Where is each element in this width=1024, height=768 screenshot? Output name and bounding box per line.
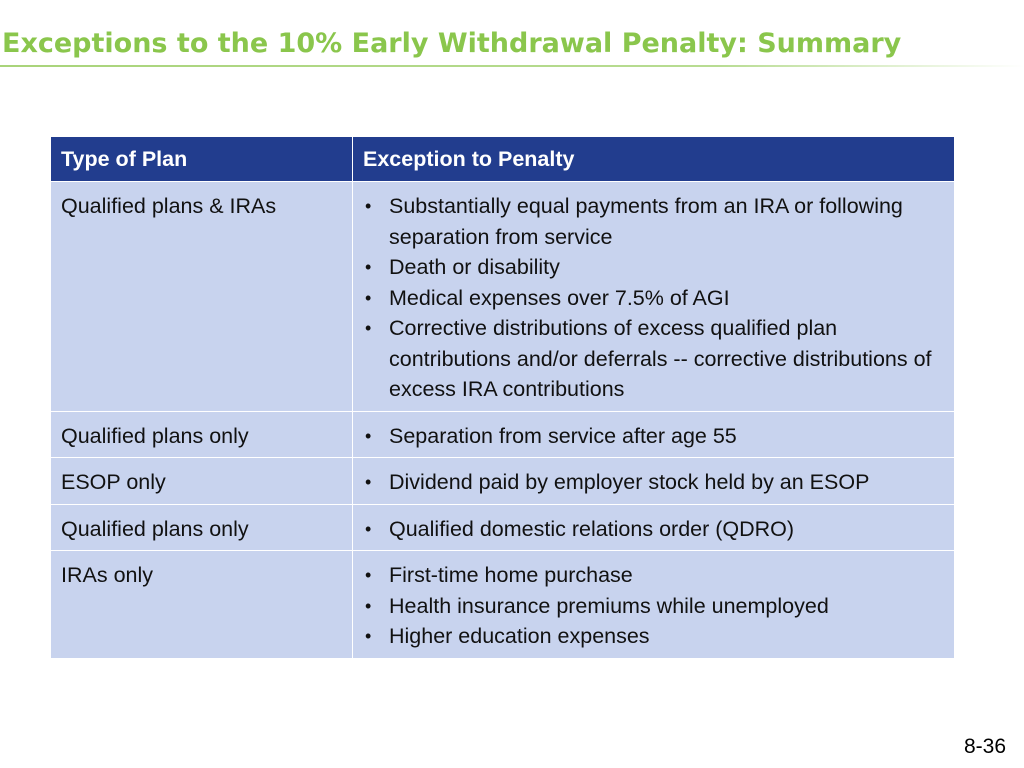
plan-type-cell: Qualified plans only (51, 504, 353, 551)
exception-text: Dividend paid by employer stock held by an ESOP (389, 470, 870, 494)
exception-cell (353, 458, 955, 505)
plan-type-cell: ESOP only (51, 458, 353, 505)
header-type-of-plan: Type of Plan (51, 137, 353, 182)
exception-cell (353, 504, 955, 551)
exception-text: First-time home purchase (389, 563, 633, 587)
table-row (51, 182, 954, 412)
exception-item (363, 591, 944, 622)
page-number: 8-36 (963, 735, 1006, 758)
slide-title: Exceptions to the 10% Early Withdrawal Penalty: Summary (2, 28, 902, 59)
table-row (51, 411, 954, 458)
exception-item (363, 621, 944, 652)
table-row (51, 504, 954, 551)
exception-text: Substantially equal payments from an IRA or following separation from service (389, 194, 903, 249)
table-row (51, 551, 954, 658)
exception-text: Corrective distributions of excess qualified plan contributions and/or deferrals -- corrective distributions of excess IRA contributions (389, 316, 932, 401)
exception-text: Qualified domestic relations order (QDRO) (389, 516, 795, 541)
exception-list (363, 467, 944, 498)
exception-list (363, 560, 944, 652)
bullet-icon: • (365, 318, 372, 338)
plan-type-cell: IRAs only (51, 551, 353, 658)
bullet-icon: • (365, 626, 372, 646)
exception-text: Health insurance premiums while unemployed (389, 593, 829, 618)
plan-type-cell: Qualified plans & IRAs (51, 182, 353, 412)
bullet-icon: • (365, 595, 372, 616)
exception-item (363, 560, 944, 591)
bullet-icon: • (365, 425, 372, 446)
plan-type-cell: Qualified plans only (51, 411, 353, 458)
exception-cell (353, 182, 955, 412)
exception-text: Medical expenses over 7.5% of AGI (389, 285, 730, 310)
exception-text: Higher education expenses (389, 624, 650, 648)
exception-item (363, 514, 944, 545)
exception-list (363, 191, 944, 405)
table-row (51, 458, 954, 505)
bullet-icon: • (365, 518, 372, 539)
exception-text: Death or disability (389, 255, 560, 279)
table-header-row (51, 137, 954, 182)
exception-list (363, 514, 944, 545)
bullet-icon: • (365, 196, 372, 216)
title-underline (0, 65, 1024, 67)
bullet-icon: • (365, 287, 372, 308)
exception-list (363, 421, 944, 452)
header-exception-to-penalty: Exception to Penalty (353, 137, 955, 182)
exception-item (363, 252, 944, 283)
exception-item (363, 467, 944, 498)
exception-cell (353, 551, 955, 658)
bullet-icon: • (365, 472, 372, 492)
exception-item (363, 313, 944, 405)
exception-item (363, 421, 944, 452)
bullet-icon: • (365, 565, 372, 585)
exception-item (363, 283, 944, 314)
exception-item (363, 191, 944, 252)
exception-text: Separation from service after age 55 (389, 423, 737, 448)
bullet-icon: • (365, 257, 372, 277)
exceptions-table (51, 137, 954, 658)
exception-cell (353, 411, 955, 458)
